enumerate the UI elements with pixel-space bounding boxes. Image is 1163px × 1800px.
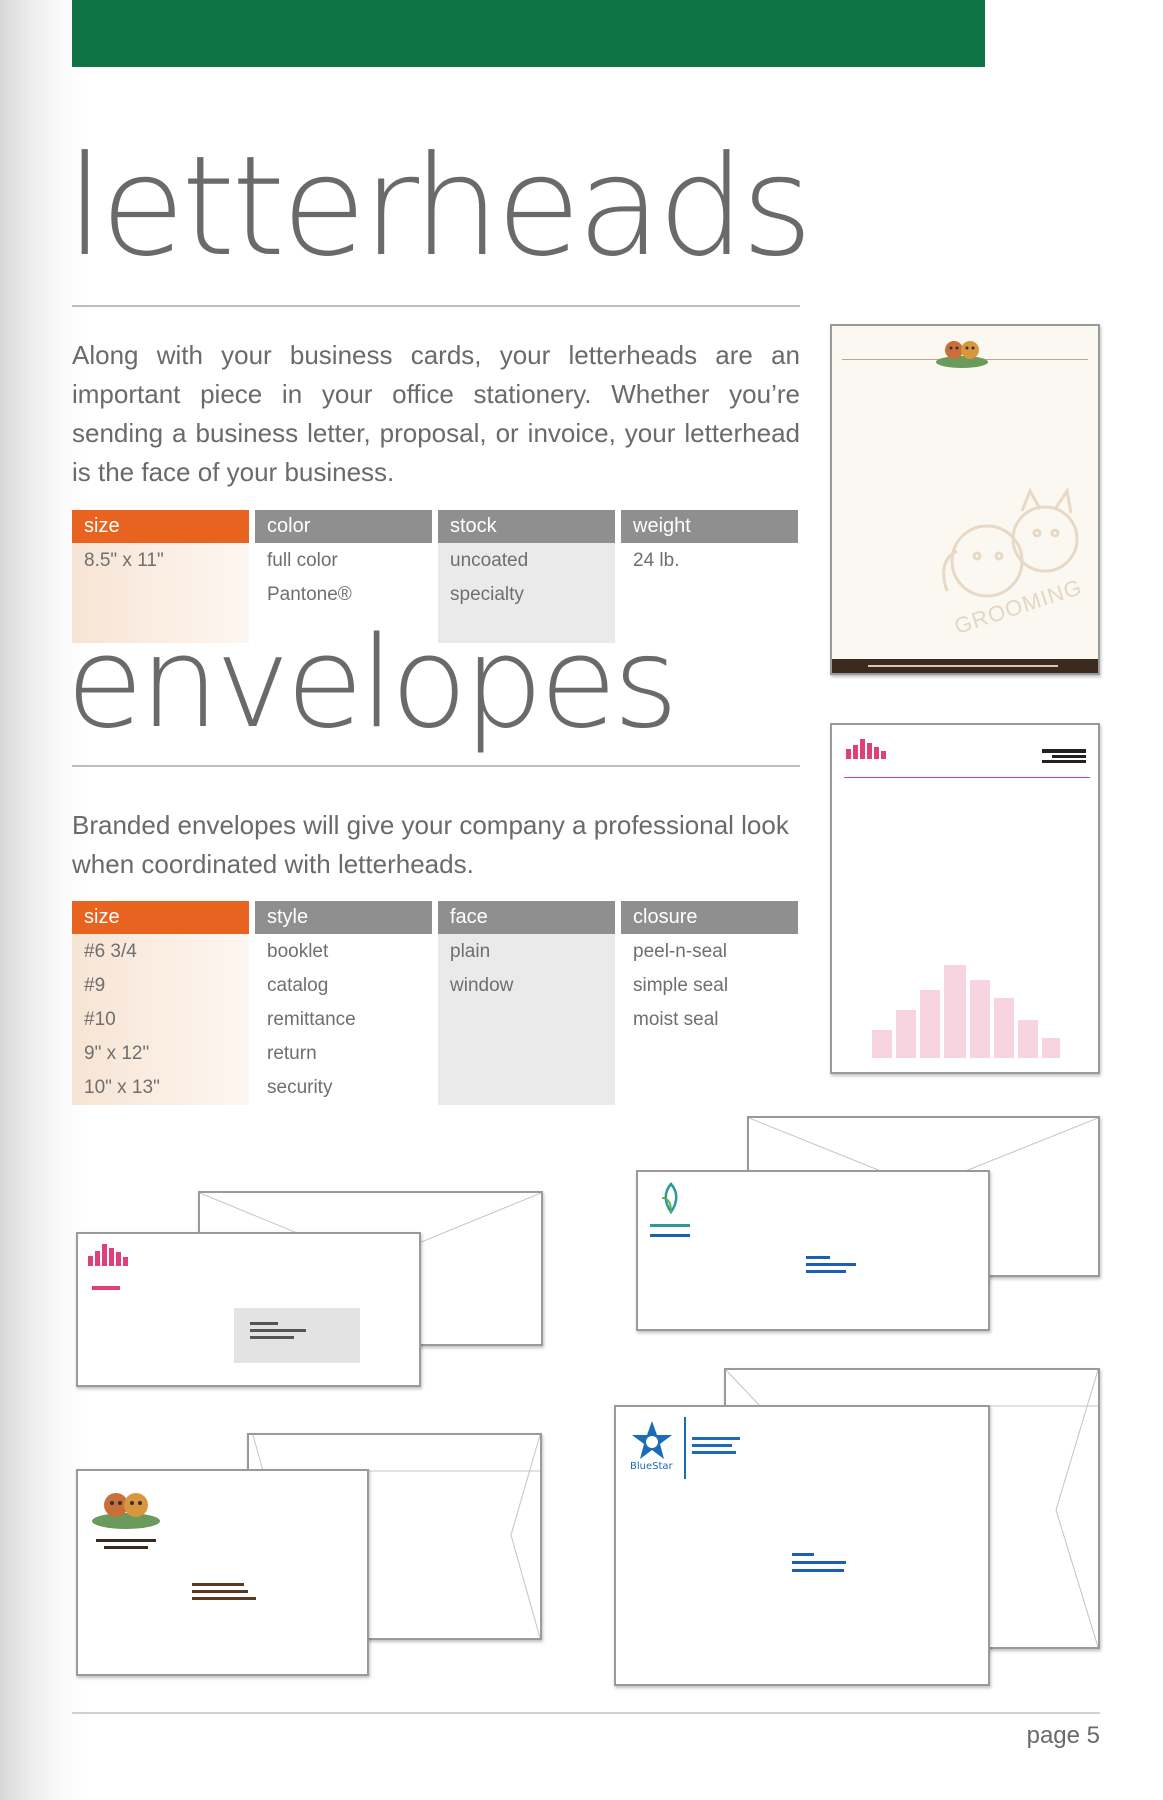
return-address-line [104,1546,148,1549]
teal-leaf-logo-icon [656,1182,686,1214]
spec-value: booklet [267,941,329,962]
spec-value: Pantone® [267,584,352,605]
footer-rule [72,1712,1100,1714]
spec-col-closure [621,901,798,1105]
return-address-line [692,1437,740,1440]
letterheads-description: Along with your business cards, your letterheads are an important piece in your office stationery. Whether you’re sending a business letter, proposal, or invoice, your letterhead is the face of your business. [72,340,800,487]
letterhead-header-rule [844,777,1090,778]
spec-header: color [255,510,432,543]
letterhead-footer-band [832,659,1098,673]
spec-value: 9" x 12" [84,1043,150,1064]
spec-value: 8.5" x 11" [84,550,164,571]
address-line [792,1561,846,1564]
address-line [192,1590,248,1593]
grooming-watermark-text: GROOMING [951,574,1086,639]
spec-value: plain [450,941,491,962]
spec-col-style [255,901,432,1105]
letterhead-sample-skyline [830,723,1100,1074]
address-line [250,1336,294,1339]
letterheads-title: letterheads [66,126,810,287]
spec-col-face [438,901,615,1105]
spec-value: peel-n-seal [633,941,727,962]
spec-value: remittance [267,1009,356,1030]
address-line [806,1256,830,1259]
return-address-line [96,1539,156,1542]
spec-header: stock [438,510,615,543]
address-line [806,1270,846,1273]
header-green-bar [72,0,985,67]
envelope-address-window [234,1308,360,1363]
spec-value: specialty [450,584,524,605]
spec-header: weight [621,510,798,543]
spec-value: catalog [267,975,329,996]
spec-header: style [255,901,432,934]
spec-values [72,934,249,1105]
address-line [792,1553,814,1556]
skyline-watermark-icon [872,960,1062,1060]
spec-values [438,934,615,1105]
spec-value: #10 [84,1009,116,1030]
spec-value: #6 3/4 [84,941,137,962]
spec-value: full color [267,550,338,571]
spec-values [255,934,432,1105]
address-line [192,1597,256,1600]
spec-header: face [438,901,615,934]
return-address-line [692,1444,732,1447]
grooming-logo-icon [88,1483,164,1535]
address-line [806,1263,856,1266]
grooming-logo-icon [932,332,992,372]
spec-value: return [267,1043,317,1064]
envelopes-spec-table [72,901,798,1105]
page-number: page 5 [1026,1722,1100,1749]
letterheads-rule [72,305,800,307]
return-address-line [92,1286,120,1290]
return-address-line [650,1234,690,1237]
address-line [250,1322,278,1325]
spec-value: 10" x 13" [84,1077,160,1098]
bluestar-brand: BlueStar [630,1461,673,1472]
spec-value: security [267,1077,333,1098]
return-address-line [692,1451,736,1454]
envelope-teal-logo [636,1170,990,1331]
spec-value: #9 [84,975,106,996]
address-line [792,1569,844,1572]
envelope-bluestar [614,1405,990,1686]
return-address-line [650,1224,690,1227]
spec-header: closure [621,901,798,934]
brand-divider [684,1417,686,1479]
spec-header: size [72,901,249,934]
envelopes-description: Branded envelopes will give your company a professional look when coordinated with letterheads. [72,810,789,879]
envelope-grooming [76,1469,369,1676]
bluestar-star-icon [630,1419,674,1461]
pink-skyline-logo-icon [86,1242,132,1270]
envelopes-title: envelopes [66,609,675,756]
letterhead-sample-grooming [830,324,1100,675]
partner-logo-icon [1042,745,1086,767]
address-line [250,1329,306,1332]
spec-value: uncoated [450,550,529,571]
spec-value: window [450,975,514,996]
spec-value: moist seal [633,1009,719,1030]
envelope-window-pink [76,1232,421,1387]
footer-address-line [868,665,1058,667]
spec-header: size [72,510,249,543]
spec-values [621,934,798,1105]
envelopes-rule [72,765,800,767]
pink-skyline-logo-icon [844,737,888,763]
spec-value: 24 lb. [633,550,680,571]
spec-col-size [72,901,249,1105]
address-line [192,1583,244,1586]
spec-value: simple seal [633,975,729,996]
